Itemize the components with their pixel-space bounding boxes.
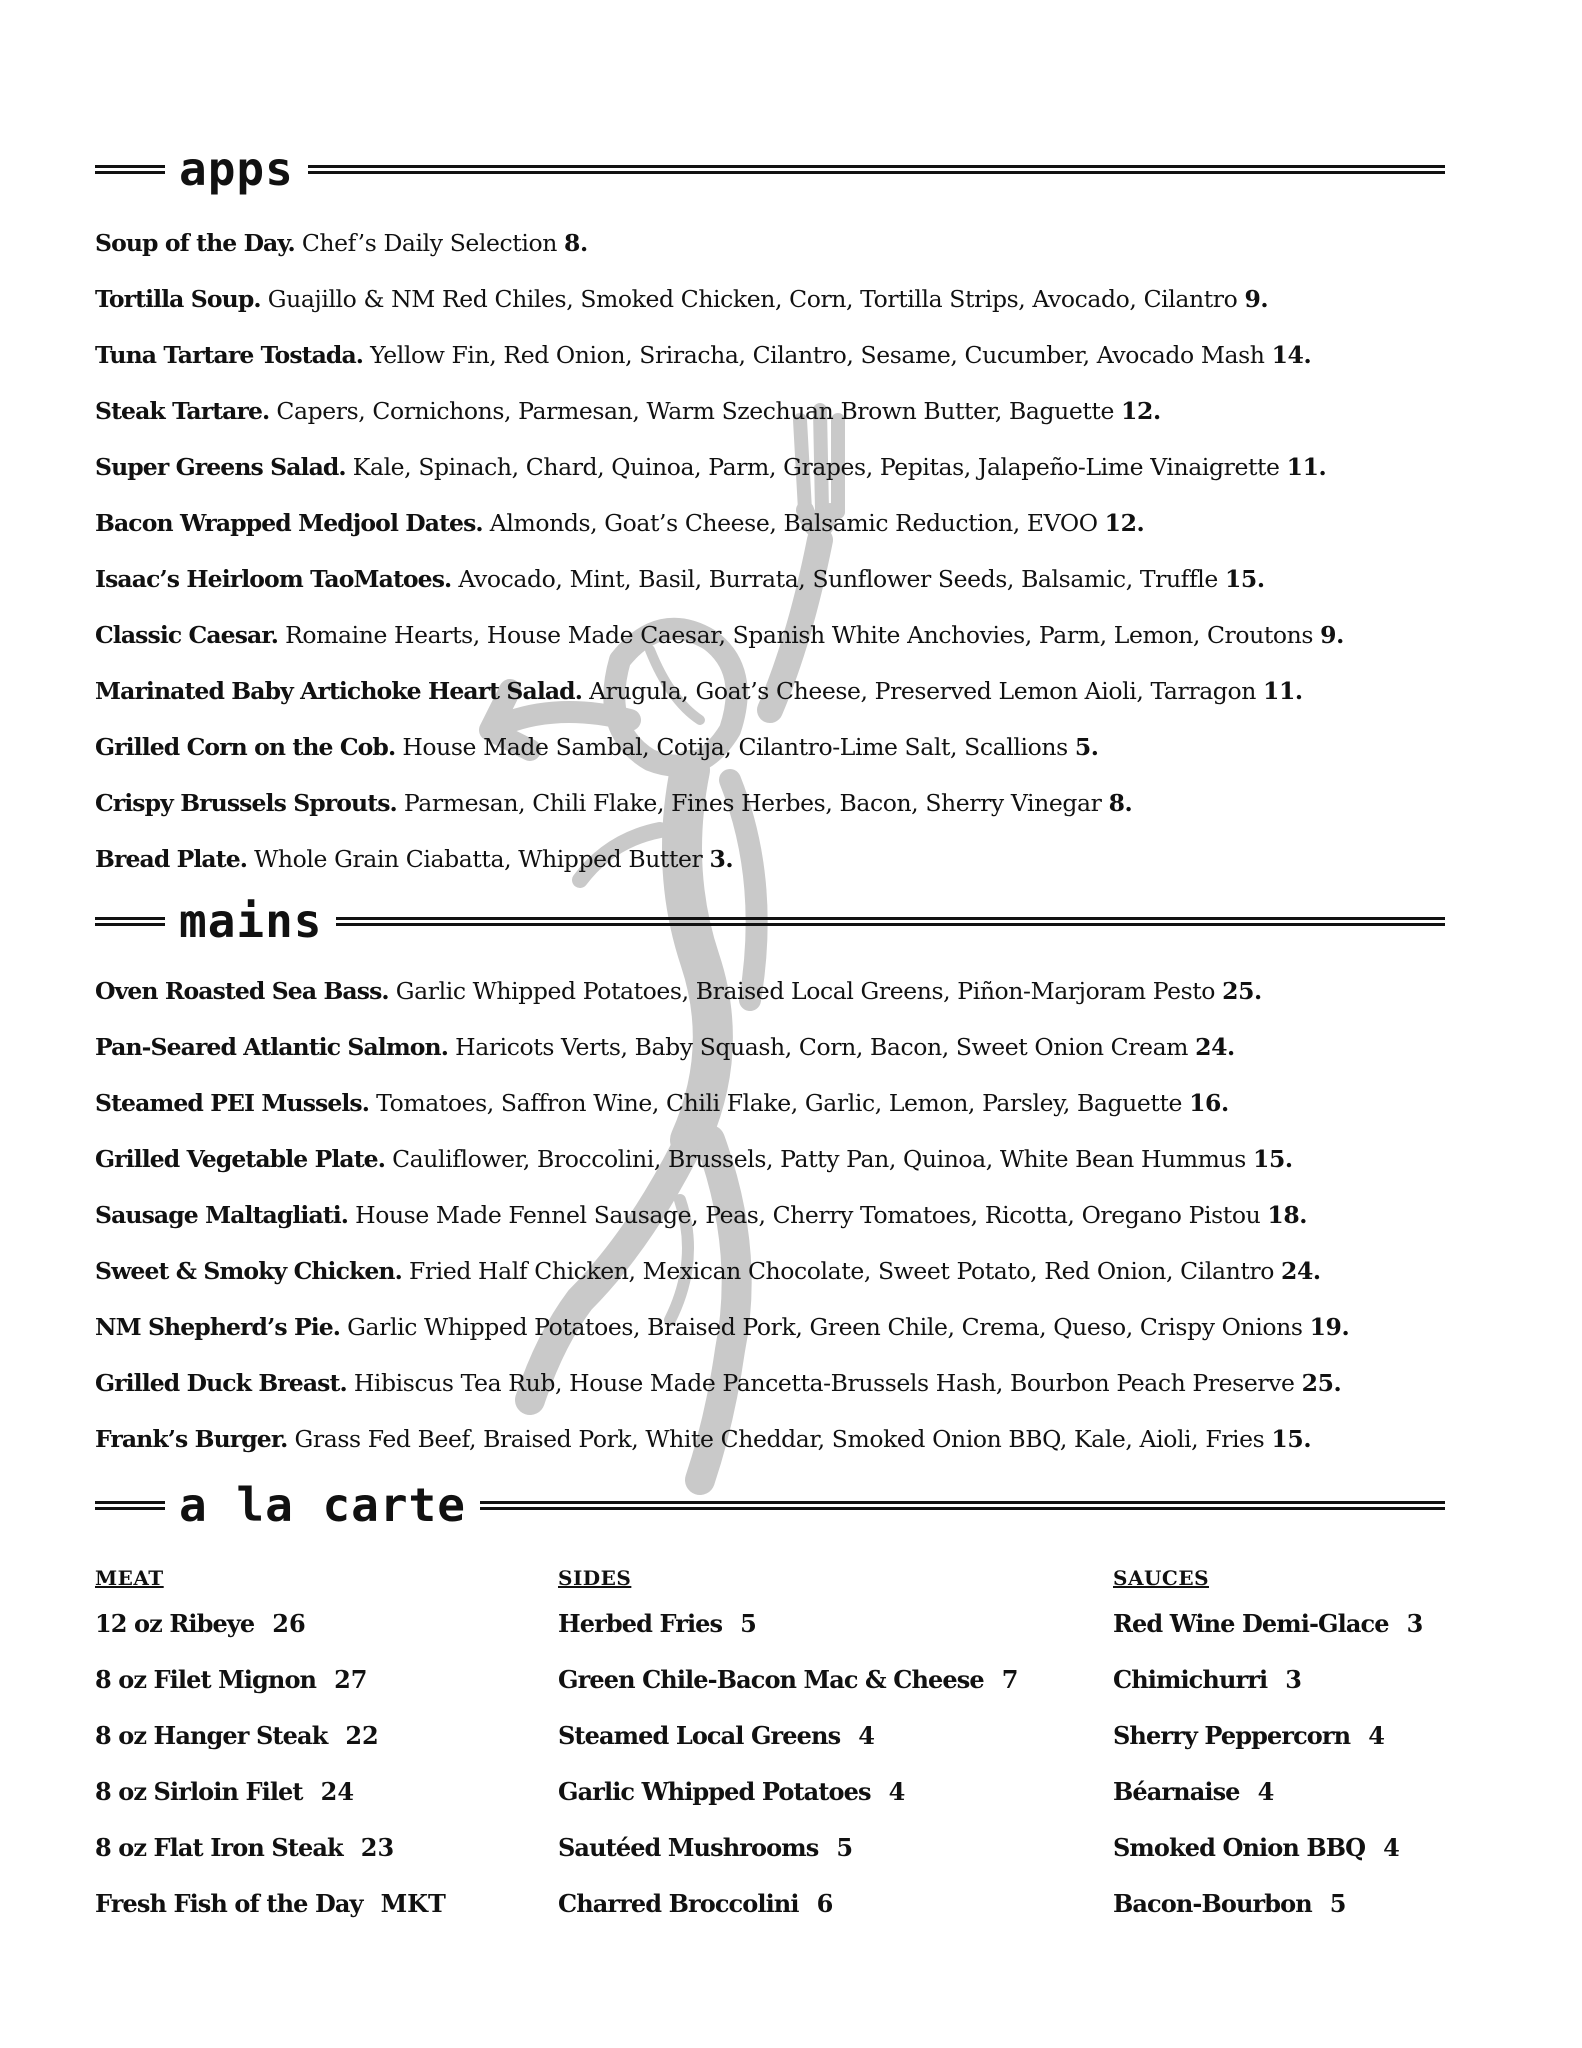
carte-item <box>558 1820 1018 1876</box>
item-name: Crispy Brussels Sprouts. <box>95 789 397 817</box>
menu-item <box>95 271 1344 327</box>
carte-item <box>558 1652 1018 1708</box>
item-name: Isaac’s Heirloom TaoMatoes. <box>95 565 452 593</box>
carte-column-heading: MEAT <box>95 1566 164 1590</box>
carte-item-name: Green Chile-Bacon Mac & Cheese <box>558 1665 984 1694</box>
item-name: Sausage Maltagliati. <box>95 1201 349 1229</box>
item-name: Grilled Vegetable Plate. <box>95 1145 385 1173</box>
menu-item <box>95 1299 1349 1355</box>
item-description: Hibiscus Tea Rub, House Made Pancetta-Brussels Hash, Bourbon Peach Preserve <box>353 1369 1295 1397</box>
item-name: Tortilla Soup. <box>95 285 261 313</box>
carte-item <box>1113 1764 1423 1820</box>
item-description: House Made Sambal, Cotija, Cilantro-Lime Salt, Scallions <box>402 733 1068 761</box>
item-name: Super Greens Salad. <box>95 453 346 481</box>
menu-item <box>95 1243 1349 1299</box>
carte-item <box>1113 1876 1423 1932</box>
item-price: 18. <box>1267 1201 1308 1229</box>
carte-item <box>95 1820 446 1876</box>
item-description: Haricots Verts, Baby Squash, Corn, Bacon, Sweet Onion Cream <box>455 1033 1189 1061</box>
carte-item-price: 5 <box>836 1833 854 1862</box>
carte-item <box>1113 1652 1423 1708</box>
carte-item-name: Red Wine Demi-Glace <box>1113 1609 1389 1638</box>
carte-item <box>1113 1708 1423 1764</box>
item-name: Marinated Baby Artichoke Heart Salad. <box>95 677 582 705</box>
carte-item-price: 7 <box>1001 1665 1019 1694</box>
carte-item <box>95 1652 446 1708</box>
menu-item <box>95 1187 1349 1243</box>
carte-item-name: Steamed Local Greens <box>558 1721 841 1750</box>
item-name: Grilled Duck Breast. <box>95 1369 347 1397</box>
carte-item-name: Sautéed Mushrooms <box>558 1833 819 1862</box>
item-name: Steamed PEI Mussels. <box>95 1089 370 1117</box>
carte-column-sauces <box>1113 1560 1423 1932</box>
carte-column-meat <box>95 1560 446 1932</box>
menu-item <box>95 1131 1349 1187</box>
item-price: 9. <box>1244 285 1269 313</box>
item-name: NM Shepherd’s Pie. <box>95 1313 341 1341</box>
header-rule-right <box>480 1501 1445 1510</box>
item-name: Soup of the Day. <box>95 229 295 257</box>
item-name: Sweet & Smoky Chicken. <box>95 1257 402 1285</box>
item-price: 15. <box>1271 1425 1312 1453</box>
carte-item-price: 4 <box>1257 1777 1275 1806</box>
menu-item <box>95 607 1344 663</box>
item-price: 16. <box>1189 1089 1229 1117</box>
apps-item-list <box>95 215 1344 887</box>
item-name: Pan-Seared Atlantic Salmon. <box>95 1033 449 1061</box>
menu-item <box>95 1075 1349 1131</box>
menu-item <box>95 495 1344 551</box>
carte-item-name: Fresh Fish of the Day <box>95 1889 363 1918</box>
item-name: Grilled Corn on the Cob. <box>95 733 396 761</box>
carte-item-name: 8 oz Sirloin Filet <box>95 1777 303 1806</box>
carte-item-name: Sherry Peppercorn <box>1113 1721 1351 1750</box>
carte-item <box>558 1876 1018 1932</box>
item-name: Bacon Wrapped Medjool Dates. <box>95 509 483 537</box>
item-description: Chef’s Daily Selection <box>301 229 557 257</box>
carte-item <box>95 1596 446 1652</box>
item-description: Parmesan, Chili Flake, Fines Herbes, Bacon, Sherry Vinegar <box>403 789 1102 817</box>
apps-section-header <box>95 142 1445 196</box>
carte-item-price: 5 <box>740 1609 757 1638</box>
menu-item <box>95 327 1344 383</box>
item-price: 19. <box>1309 1313 1350 1341</box>
carte-section-header <box>95 1478 1445 1532</box>
header-rule-right <box>308 165 1445 174</box>
header-rule-left <box>95 1501 165 1510</box>
item-description: Avocado, Mint, Basil, Burrata, Sunflower Seeds, Balsamic, Truffle <box>458 565 1218 593</box>
carte-item <box>558 1708 1018 1764</box>
item-description: Guajillo & NM Red Chiles, Smoked Chicken, Corn, Tortilla Strips, Avocado, Cilantro <box>267 285 1238 313</box>
carte-item-name: Chimichurri <box>1113 1665 1268 1694</box>
item-price: 25. <box>1222 977 1262 1005</box>
item-price: 9. <box>1320 621 1344 649</box>
carte-item <box>95 1708 446 1764</box>
carte-item <box>95 1876 446 1932</box>
carte-item-name: Bacon-Bourbon <box>1113 1889 1312 1918</box>
item-description: Romaine Hearts, House Made Caesar, Spanish White Anchovies, Parm, Lemon, Croutons <box>285 621 1314 649</box>
item-name: Bread Plate. <box>95 845 248 873</box>
item-name: Steak Tartare. <box>95 397 270 425</box>
item-description: Garlic Whipped Potatoes, Braised Local Greens, Piñon-Marjoram Pesto <box>395 977 1216 1005</box>
menu-item <box>95 963 1349 1019</box>
item-name: Tuna Tartare Tostada. <box>95 341 364 369</box>
item-description: Garlic Whipped Potatoes, Braised Pork, Green Chile, Crema, Queso, Crispy Onions <box>347 1313 1303 1341</box>
item-description: Arugula, Goat’s Cheese, Preserved Lemon Aioli, Tarragon <box>589 677 1256 705</box>
carte-column-sides <box>558 1560 1018 1932</box>
carte-item-price: 3 <box>1406 1609 1424 1638</box>
mains-section-header <box>95 894 1445 948</box>
menu-item <box>95 663 1344 719</box>
menu-item <box>95 719 1344 775</box>
carte-item <box>558 1596 1018 1652</box>
item-description: Grass Fed Beef, Braised Pork, White Cheddar, Smoked Onion BBQ, Kale, Aioli, Fries <box>294 1425 1265 1453</box>
item-price: 12. <box>1121 397 1161 425</box>
carte-column-heading: SIDES <box>558 1566 632 1590</box>
item-price: 8. <box>1108 789 1133 817</box>
item-description: Almonds, Goat’s Cheese, Balsamic Reduction, EVOO <box>489 509 1098 537</box>
carte-column-heading: SAUCES <box>1113 1566 1210 1590</box>
carte-item-name: 8 oz Hanger Steak <box>95 1721 328 1750</box>
header-rule-left <box>95 917 165 926</box>
item-description: House Made Fennel Sausage, Peas, Cherry Tomatoes, Ricotta, Oregano Pistou <box>355 1201 1261 1229</box>
carte-item-price: 22 <box>345 1721 379 1750</box>
item-name: Classic Caesar. <box>95 621 278 649</box>
carte-item-name: 8 oz Flat Iron Steak <box>95 1833 343 1862</box>
carte-item-name: Smoked Onion BBQ <box>1113 1833 1366 1862</box>
menu-item <box>95 831 1344 887</box>
menu-item <box>95 1411 1349 1467</box>
item-description: Fried Half Chicken, Mexican Chocolate, Sweet Potato, Red Onion, Cilantro <box>408 1257 1274 1285</box>
menu-item <box>95 775 1344 831</box>
item-price: 3. <box>709 845 734 873</box>
carte-item-price: MKT <box>380 1889 446 1918</box>
menu-item <box>95 383 1344 439</box>
item-description: Tomatoes, Saffron Wine, Chili Flake, Garlic, Lemon, Parsley, Baguette <box>376 1089 1183 1117</box>
carte-item-name: 12 oz Ribeye <box>95 1609 255 1638</box>
menu-item <box>95 439 1344 495</box>
item-description: Kale, Spinach, Chard, Quinoa, Parm, Grapes, Pepitas, Jalapeño-Lime Vinaigrette <box>352 453 1280 481</box>
item-price: 24. <box>1281 1257 1321 1285</box>
item-price: 11. <box>1286 453 1327 481</box>
carte-item-price: 24 <box>320 1777 355 1806</box>
carte-item <box>558 1764 1018 1820</box>
item-price: 15. <box>1224 565 1265 593</box>
carte-item-price: 6 <box>816 1889 834 1918</box>
item-price: 12. <box>1104 509 1145 537</box>
carte-item-name: 8 oz Filet Mignon <box>95 1665 317 1694</box>
carte-item-price: 3 <box>1285 1665 1302 1694</box>
carte-item-price: 4 <box>888 1777 906 1806</box>
carte-item-name: Béarnaise <box>1113 1777 1240 1806</box>
item-price: 5. <box>1074 733 1099 761</box>
carte-item-name: Garlic Whipped Potatoes <box>558 1777 871 1806</box>
item-description: Cauliflower, Broccolini, Brussels, Patty Pan, Quinoa, White Bean Hummus <box>392 1145 1246 1173</box>
menu-item <box>95 1355 1349 1411</box>
menu-item <box>95 551 1344 607</box>
mains-item-list <box>95 963 1349 1467</box>
carte-item <box>1113 1820 1423 1876</box>
section-title-apps: apps <box>179 142 294 196</box>
menu-item <box>95 1019 1349 1075</box>
carte-item-name: Charred Broccolini <box>558 1889 799 1918</box>
carte-item <box>95 1764 446 1820</box>
carte-item-price: 4 <box>858 1721 875 1750</box>
item-price: 24. <box>1195 1033 1235 1061</box>
carte-item-price: 4 <box>1383 1833 1400 1862</box>
carte-item-price: 4 <box>1368 1721 1385 1750</box>
item-price: 25. <box>1301 1369 1342 1397</box>
item-description: Whole Grain Ciabatta, Whipped Butter <box>254 845 703 873</box>
item-price: 8. <box>564 229 588 257</box>
item-name: Frank’s Burger. <box>95 1425 288 1453</box>
carte-item-name: Herbed Fries <box>558 1609 723 1638</box>
carte-item-price: 27 <box>334 1665 368 1694</box>
item-price: 14. <box>1271 341 1312 369</box>
menu-item <box>95 215 1344 271</box>
carte-item <box>1113 1596 1423 1652</box>
item-description: Capers, Cornichons, Parmesan, Warm Szechuan Brown Butter, Baguette <box>276 397 1114 425</box>
carte-item-price: 5 <box>1329 1889 1347 1918</box>
header-rule-right <box>336 917 1445 926</box>
carte-item-price: 26 <box>272 1609 306 1638</box>
section-title-carte: a la carte <box>179 1478 466 1532</box>
item-price: 15. <box>1253 1145 1293 1173</box>
header-rule-left <box>95 165 165 174</box>
item-description: Yellow Fin, Red Onion, Sriracha, Cilantro, Sesame, Cucumber, Avocado Mash <box>370 341 1265 369</box>
carte-item-price: 23 <box>360 1833 395 1862</box>
item-price: 11. <box>1263 677 1303 705</box>
item-name: Oven Roasted Sea Bass. <box>95 977 389 1005</box>
section-title-mains: mains <box>179 894 323 948</box>
